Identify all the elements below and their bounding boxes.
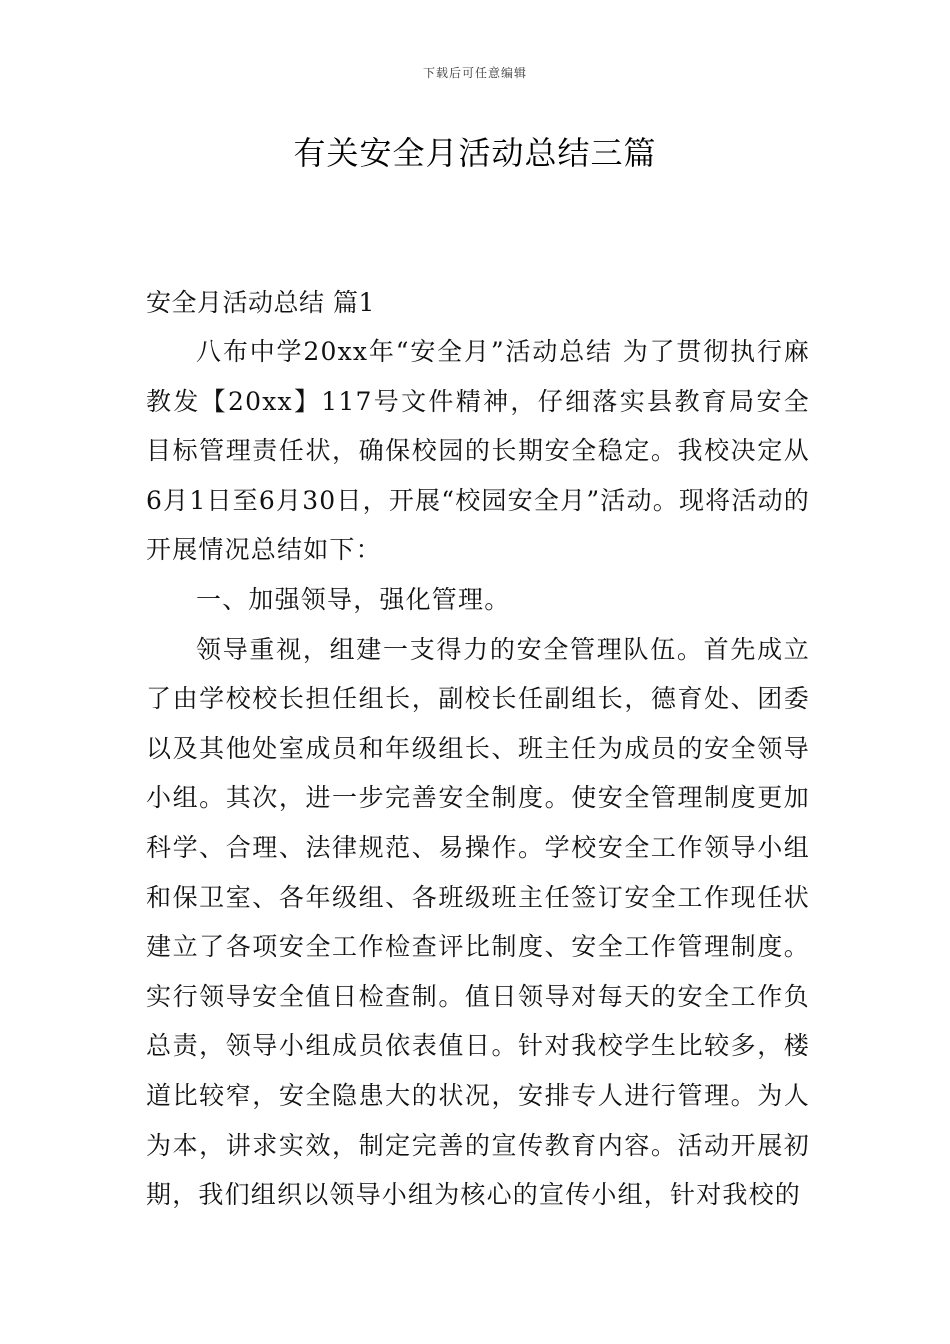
document-title: 有关安全月活动总结三篇 xyxy=(293,134,657,172)
paragraph-leadership: 领导重视，组建一支得力的安全管理队伍。首先成立了由学校校长担任组长，副校长任副组长，德育处、团委以及其他处室成员和年级组长、班主任为成员的安全领导小组。其次，进一步完善安全制度。使安全管理制度更加科学、合理、法律规范、易操作。学校安全工作领导小组和保卫室、各年级组、各班级班主任签订安全工作现任状建立了各项安全工作检查评比制度、安全工作管理制度。实行领导安全值日检查制。值日领导对每天的安全工作负总责，领导小组成员依表值日。针对我校学生比较多，楼道比较窄，安全隐患大的状况，安排专人进行管理。为人为本，讲求实效，制定完善的宣传教育内容。活动开展初期，我们组织以领导小组为核心的宣传小组，针对我校的 xyxy=(146,634,810,1210)
subheading-leadership: 一、加强领导，强化管理。 xyxy=(196,584,511,614)
document-body xyxy=(146,278,810,1220)
section-heading: 安全月活动总结 篇1 xyxy=(146,288,375,317)
paragraph-intro: 八布中学20xx年“安全月”活动总结 为了贯彻执行麻教发【20xx】117号文件精神，仔细落实县教育局安全目标管理责任状，确保校园的长期安全稳定。我校决定从6月1日至6月30日，开展“校园安全月”活动。现将活动的开展情况总结如下： xyxy=(146,337,810,565)
header-note: 下载后可任意编辑 xyxy=(422,66,527,80)
